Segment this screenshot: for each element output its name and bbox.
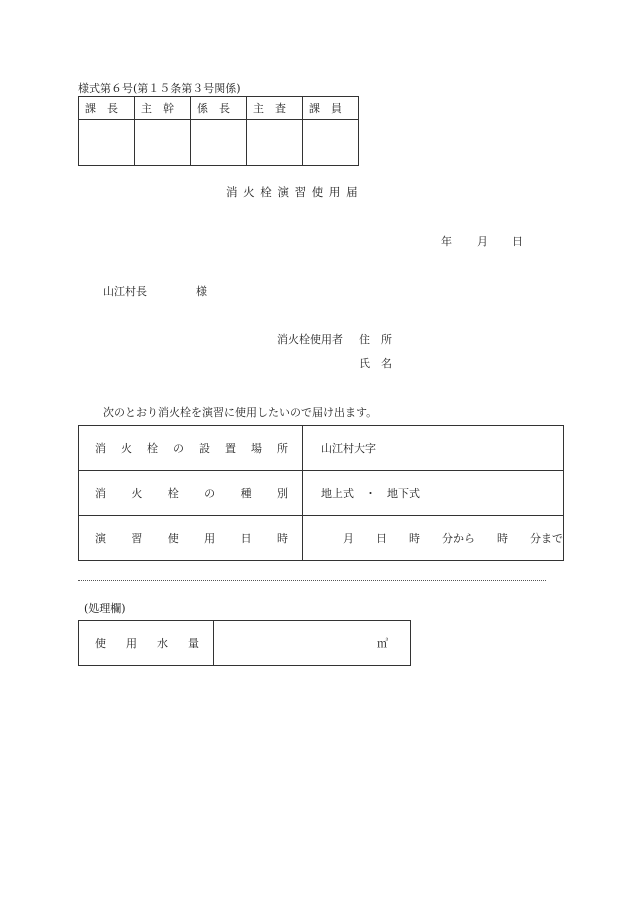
water-usage-label: 使 用 水 量 (95, 637, 199, 650)
approval-header-shukan: 主 幹 (135, 97, 191, 120)
processing-table (78, 620, 411, 666)
date-year: 年 (441, 235, 452, 248)
approval-stamp-box[interactable] (135, 120, 191, 166)
intro-text: 次のとおり消火栓を演習に使用したいので届け出ます。 (103, 406, 378, 419)
applicant-name-label: 氏 名 (359, 357, 392, 370)
table-row (79, 471, 564, 516)
approval-header-kain: 課 員 (303, 97, 359, 120)
location-label: 消 火 栓 の 設 置 場 所 (95, 442, 288, 455)
request-table (78, 425, 564, 561)
processing-label: (処理欄) (84, 602, 126, 615)
approval-stamp-box[interactable] (247, 120, 303, 166)
form-label: 様式第６号(第１５条第３号関係) (78, 82, 241, 95)
approval-header-kakaricho: 係 長 (191, 97, 247, 120)
type-label: 消 火 栓 の 種 別 (95, 487, 288, 500)
water-usage-value[interactable] (214, 621, 411, 666)
row-label (79, 621, 214, 666)
addressee-name: 山江村長 (103, 285, 147, 298)
approval-stamp-box[interactable] (191, 120, 247, 166)
table-row (79, 426, 564, 471)
approval-header-shusa: 主 査 (247, 97, 303, 120)
applicant-address-label: 住 所 (359, 333, 392, 346)
table-row (79, 516, 564, 561)
approval-header-kacho: 課 長 (79, 97, 135, 120)
row-label (79, 426, 303, 471)
datetime-label: 演 習 使 用 日 時 (95, 532, 288, 545)
row-label (79, 471, 303, 516)
date-day: 日 (512, 235, 523, 248)
type-value[interactable]: 地上式 ・ 地下式 (303, 471, 564, 516)
applicant-label: 消火栓使用者 (277, 333, 343, 346)
date-month: 月 (477, 235, 488, 248)
location-value[interactable]: 山江村大字 (303, 426, 564, 471)
document-title: 消 火 栓 演 習 使 用 届 (226, 185, 359, 199)
row-label (79, 516, 303, 561)
approval-stamp-box[interactable] (303, 120, 359, 166)
datetime-value[interactable]: 月 日 時 分から 時 分まで (303, 516, 564, 561)
approval-stamp-box[interactable] (79, 120, 135, 166)
approval-table (78, 96, 359, 166)
addressee-suffix: 様 (196, 285, 207, 298)
unit-label: ㎥ (377, 637, 388, 650)
cut-line-divider (78, 580, 546, 581)
table-row (79, 621, 411, 666)
